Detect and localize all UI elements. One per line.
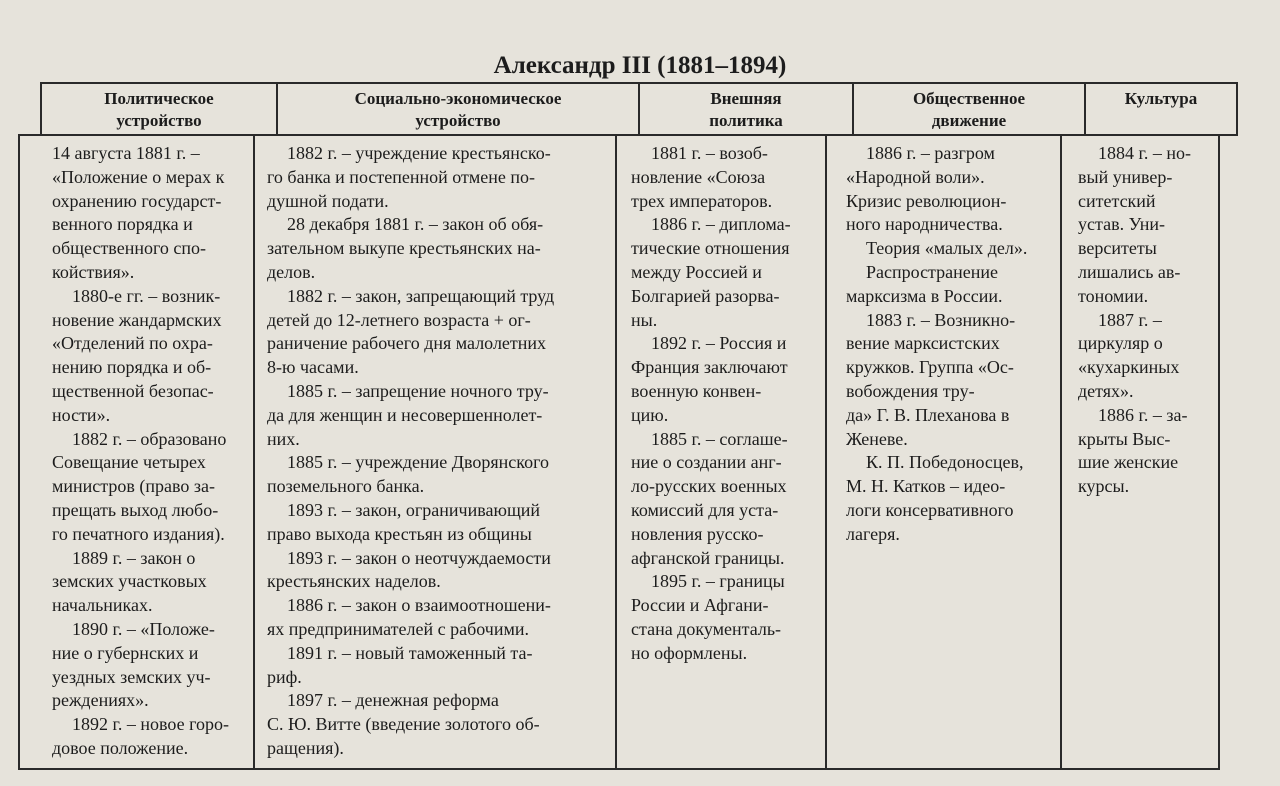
column-header — [276, 84, 638, 136]
table-cell-entry: 1893 г. – закон о неотчуждаемости крестьянских наделов. — [267, 547, 551, 592]
column-header — [852, 84, 1084, 136]
table-cell-entry: 1886 г. – разгром «Народной воли». Кризис революцион- ного народничества. — [846, 143, 1007, 235]
table-cell-entry: 1895 г. – границы России и Афгани- стана документаль- но оформлены. — [631, 571, 785, 663]
column-header — [1084, 84, 1236, 136]
table-header-row — [40, 82, 1238, 136]
table-cell-entry: 1889 г. – закон о земских участковых начальниках. — [52, 547, 207, 616]
column-header-label: Внешняя политика — [709, 89, 783, 130]
table-cell-entry: 28 декабря 1881 г. – закон об обя- зательном выкупе крестьянских на- делов. — [267, 214, 544, 282]
column-political — [52, 142, 252, 761]
column-socioeconomic — [267, 142, 613, 761]
table-cell-entry: 1886 г. – закон о взаимоотношени- ях предпринимателей с рабочими. — [267, 595, 551, 639]
table-cell-entry: 1885 г. – соглаше- ние о создании анг- ло-русских военных комиссий для уста- новления русско- афганской границы. — [631, 428, 788, 568]
table-cell-entry: 1884 г. – но- вый универ- ситетский устав. Уни- верситеты лишались ав- тономии. — [1078, 143, 1191, 306]
page-title: Александр III (1881–1894) — [493, 52, 787, 79]
table-cell-entry: 1882 г. – учреждение крестьянско- го банка и постепенной отмене по- душной подати. — [267, 143, 551, 211]
table-cell-entry: 14 августа 1881 г. – «Положение о мерах к охранению государст- венного порядка и общественного спо- койствия». — [52, 143, 225, 282]
table-cell-entry: 1883 г. – Возникно- вение марксистских кружков. Группа «Ос- вобождения тру- да» Г. В. Плеханова в Женеве. — [846, 309, 1016, 449]
table-cell-entry: 1891 г. – новый таможенный та- риф. — [267, 642, 533, 687]
column-divider — [1060, 136, 1062, 768]
column-divider — [253, 136, 255, 768]
table-cell-entry: 1886 г. – диплома- тические отношения между Россией и Болгарией разорва- ны. — [631, 214, 791, 330]
table-cell-entry: 1885 г. – учреждение Дворянского поземельного банка. — [267, 452, 550, 497]
table-cell-entry: Распространение марксизма в России. — [846, 261, 1003, 306]
column-header-label: Общественное движение — [912, 89, 1026, 130]
table-cell-entry: С. Ю. Витте (введение золотого об- ращения). — [267, 714, 540, 758]
table-body — [18, 134, 1220, 770]
table-cell-entry: К. П. Победоносцев, М. Н. Катков – идео- логи консервативного лагеря. — [846, 452, 1024, 544]
column-culture — [1078, 142, 1220, 499]
table-cell-entry: 1885 г. – запрещение ночного тру- да для женщин и несовершеннолет- них. — [267, 380, 549, 449]
column-divider — [825, 136, 827, 768]
table-cell-entry: 1882 г. – образовано Совещание четырех министров (право за- прещать выход любо- го печатного издания). — [52, 428, 227, 544]
table-cell-entry: 1880-е гг. – возник- новение жандармских «Отделений по охра- нению порядка и об- щественной безопас- ности». — [52, 285, 222, 425]
table-cell-entry: 1887 г. – циркуляр о «кухаркиных детях». — [1078, 309, 1180, 401]
column-header-label: Социально-экономическое устройство — [354, 89, 562, 130]
table-cell-entry: 1897 г. – денежная реформа — [287, 690, 499, 711]
column-header — [42, 84, 276, 136]
table-cell-entry: 1882 г. – закон, запрещающий труд детей до 12-летнего возраста + ог- раничение рабочего дня малолетних 8-ю часами. — [267, 285, 555, 378]
column-header-label: Культура — [1124, 89, 1198, 108]
table-cell-entry: Теория «малых дел». — [866, 238, 1028, 259]
column-header-label: Политическое устройство — [104, 89, 214, 130]
table-cell-entry: 1881 г. – возоб- новление «Союза трех императоров. — [631, 143, 773, 211]
table-cell-entry: 1893 г. – закон, ограничивающий право выхода крестьян из общины — [267, 499, 541, 544]
column-social-movement — [846, 142, 1058, 547]
table-cell-entry: 1892 г. – Россия и Франция заключают военную конвен- цию. — [631, 333, 788, 425]
table-cell-entry: 1890 г. – «Положе- ние о губернских и уездных земских уч- реждениях». — [52, 618, 215, 711]
table-cell-entry: 1886 г. – за- крыты Выс- шие женские курсы. — [1078, 404, 1188, 497]
column-foreign-policy — [631, 142, 825, 666]
table-cell-entry: 1892 г. – новое горо- довое положение. — [52, 714, 229, 758]
column-divider — [615, 136, 617, 768]
column-header — [638, 84, 852, 136]
